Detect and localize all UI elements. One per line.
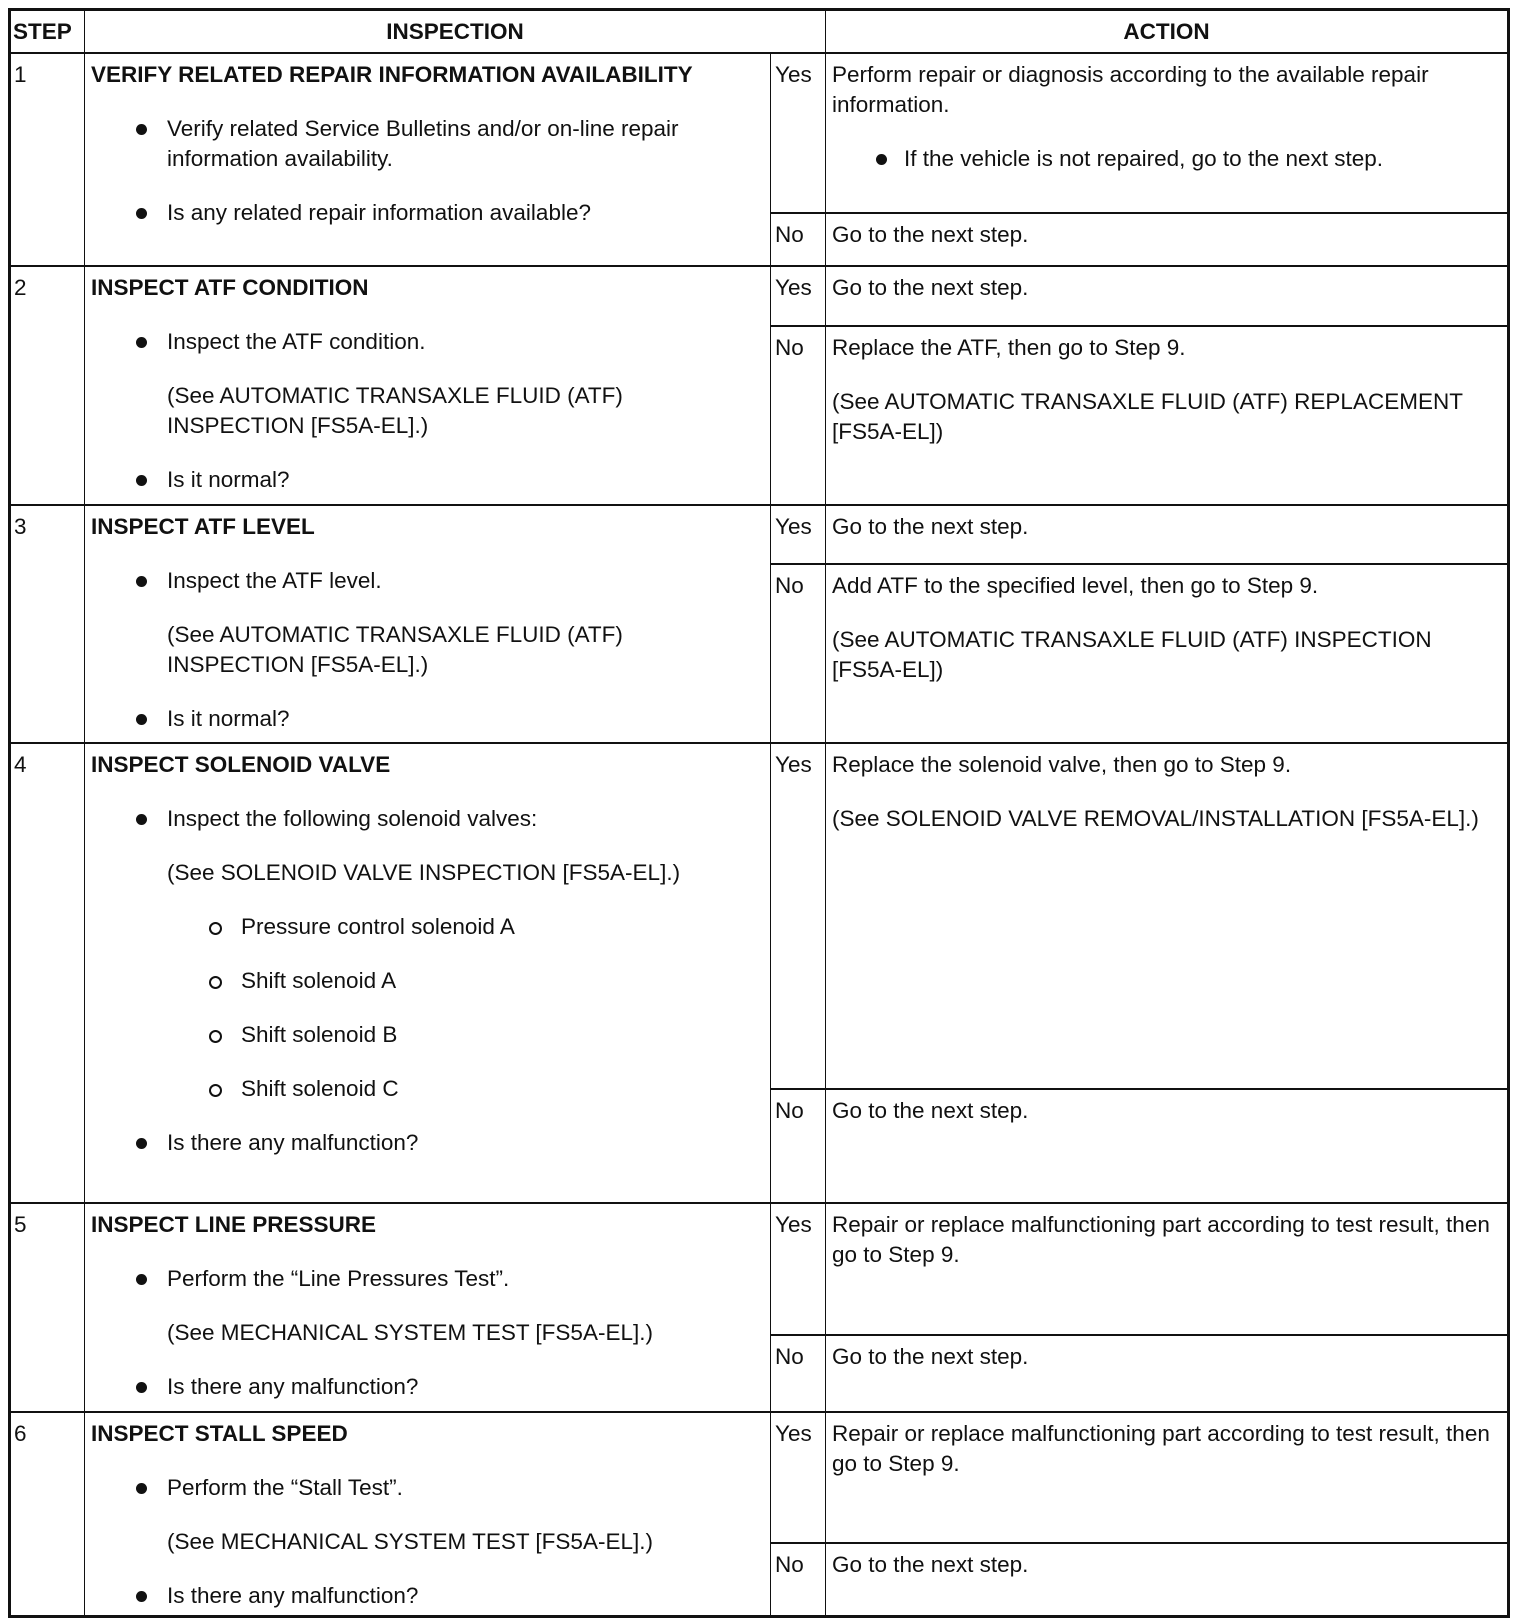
no-label: No [771, 1544, 826, 1615]
inspection-cell [85, 506, 771, 742]
action-text: Replace the solenoid valve, then go to Step 9. [832, 752, 1292, 777]
bullet-item: Is there any malfunction? [91, 1581, 762, 1611]
no-action [826, 1544, 1507, 1615]
table-row [11, 54, 1507, 267]
no-label: No [771, 565, 826, 742]
action-text: Repair or replace malfunctioning part according to test result, then go to Step 9. [832, 1421, 1490, 1476]
yes-branch [771, 54, 1507, 214]
inspection-title: INSPECT ATF CONDITION [91, 275, 369, 300]
yes-branch [771, 1204, 1507, 1336]
action-text: Go to the next step. [832, 1552, 1029, 1577]
no-action [826, 327, 1507, 504]
yes-label: Yes [771, 506, 826, 563]
table-row [11, 744, 1507, 1204]
yes-action [826, 744, 1507, 1088]
bullet-item: Inspect the ATF level. [91, 566, 762, 596]
inspection-cell [85, 54, 771, 265]
action-text: (See SOLENOID VALVE REMOVAL/INSTALLATION [FS5A-EL].) [832, 806, 1479, 831]
bullet-item: Is any related repair information available? [91, 198, 762, 228]
action-text: Go to the next step. [832, 222, 1029, 247]
no-branch [771, 1336, 1507, 1411]
action-text: Go to the next step. [832, 514, 1029, 539]
yes-label: Yes [771, 267, 826, 325]
action-bullet: If the vehicle is not repaired, go to the next step. [832, 144, 1503, 174]
yes-label: Yes [771, 744, 826, 1088]
header-inspection: INSPECTION [85, 11, 826, 52]
no-branch [771, 214, 1507, 265]
action-cell [771, 267, 1507, 504]
inspection-title: INSPECT ATF LEVEL [91, 514, 315, 539]
action-cell [771, 54, 1507, 265]
action-text: Repair or replace malfunctioning part according to test result, then go to Step 9. [832, 1212, 1490, 1267]
bullet-item: Inspect the ATF condition. [91, 327, 762, 357]
step-number: 2 [11, 267, 85, 504]
action-text: (See AUTOMATIC TRANSAXLE FLUID (ATF) INSPECTION [FS5A-EL]) [832, 627, 1432, 682]
bullet-item: Inspect the following solenoid valves: [91, 804, 762, 834]
no-action [826, 1336, 1507, 1411]
bullet-item: Is it normal? [91, 704, 762, 734]
no-branch [771, 1544, 1507, 1615]
inspection-title: INSPECT SOLENOID VALVE [91, 752, 391, 777]
no-branch [771, 565, 1507, 742]
action-cell [771, 1413, 1507, 1615]
table-row [11, 267, 1507, 506]
no-label: No [771, 1090, 826, 1202]
bullet-item: Is there any malfunction? [91, 1128, 762, 1158]
yes-label: Yes [771, 1413, 826, 1542]
bullet-item: Is there any malfunction? [91, 1372, 762, 1402]
step-number: 4 [11, 744, 85, 1202]
step-number: 1 [11, 54, 85, 265]
inspection-cell [85, 1413, 771, 1615]
bullet-item: Is it normal? [91, 465, 762, 495]
reference-note: (See SOLENOID VALVE INSPECTION [FS5A-EL].) [167, 860, 681, 885]
action-text: Replace the ATF, then go to Step 9. [832, 335, 1186, 360]
step-number: 5 [11, 1204, 85, 1411]
no-label: No [771, 327, 826, 504]
yes-action [826, 267, 1507, 325]
yes-action [826, 1413, 1507, 1542]
sub-bullet-item: Shift solenoid B [91, 1020, 762, 1050]
sub-bullet-item: Shift solenoid C [91, 1074, 762, 1104]
no-branch [771, 1090, 1507, 1202]
table-row [11, 1204, 1507, 1413]
table-header [11, 11, 1507, 54]
yes-label: Yes [771, 54, 826, 212]
inspection-title: VERIFY RELATED REPAIR INFORMATION AVAILABILITY [91, 62, 693, 87]
reference-note: (See MECHANICAL SYSTEM TEST [FS5A-EL].) [167, 1320, 653, 1345]
header-action: ACTION [1123, 18, 1210, 44]
no-action [826, 214, 1507, 265]
action-cell [771, 1204, 1507, 1411]
bullet-item: Perform the “Line Pressures Test”. [91, 1264, 762, 1294]
yes-branch [771, 744, 1507, 1090]
yes-action [826, 506, 1507, 563]
yes-branch [771, 506, 1507, 565]
yes-branch [771, 267, 1507, 327]
action-cell [771, 506, 1507, 742]
diagnostic-table [8, 8, 1510, 1618]
bullet-item: Verify related Service Bulletins and/or on-line repair information availability. [91, 114, 762, 174]
table-row [11, 1413, 1507, 1615]
inspection-cell [85, 744, 771, 1202]
action-text: Perform repair or diagnosis according to the available repair information. [832, 62, 1429, 117]
no-action [826, 1090, 1507, 1202]
step-number: 6 [11, 1413, 85, 1615]
reference-note: (See MECHANICAL SYSTEM TEST [FS5A-EL].) [167, 1529, 653, 1554]
inspection-cell [85, 1204, 771, 1411]
yes-action [826, 1204, 1507, 1334]
inspection-cell [85, 267, 771, 504]
step-number: 3 [11, 506, 85, 742]
yes-branch [771, 1413, 1507, 1544]
action-cell [771, 744, 1507, 1202]
table-row [11, 506, 1507, 744]
action-text: Add ATF to the specified level, then go to Step 9. [832, 573, 1319, 598]
yes-action [826, 54, 1507, 212]
action-text: (See AUTOMATIC TRANSAXLE FLUID (ATF) REPLACEMENT [FS5A-EL]) [832, 389, 1463, 444]
yes-label: Yes [771, 1204, 826, 1334]
no-branch [771, 327, 1507, 504]
reference-note: (See AUTOMATIC TRANSAXLE FLUID (ATF) INSPECTION [FS5A-EL].) [167, 622, 623, 677]
action-text: Go to the next step. [832, 275, 1029, 300]
no-label: No [771, 1336, 826, 1411]
inspection-title: INSPECT LINE PRESSURE [91, 1212, 377, 1237]
bullet-item: Perform the “Stall Test”. [91, 1473, 762, 1503]
action-text: Go to the next step. [832, 1098, 1029, 1123]
reference-note: (See AUTOMATIC TRANSAXLE FLUID (ATF) INSPECTION [FS5A-EL].) [167, 383, 623, 438]
no-action [826, 565, 1507, 742]
no-label: No [771, 214, 826, 265]
header-step: STEP [11, 11, 85, 52]
sub-bullet-item: Pressure control solenoid A [91, 912, 762, 942]
action-text: Go to the next step. [832, 1344, 1029, 1369]
sub-bullet-item: Shift solenoid A [91, 966, 762, 996]
inspection-title: INSPECT STALL SPEED [91, 1421, 348, 1446]
